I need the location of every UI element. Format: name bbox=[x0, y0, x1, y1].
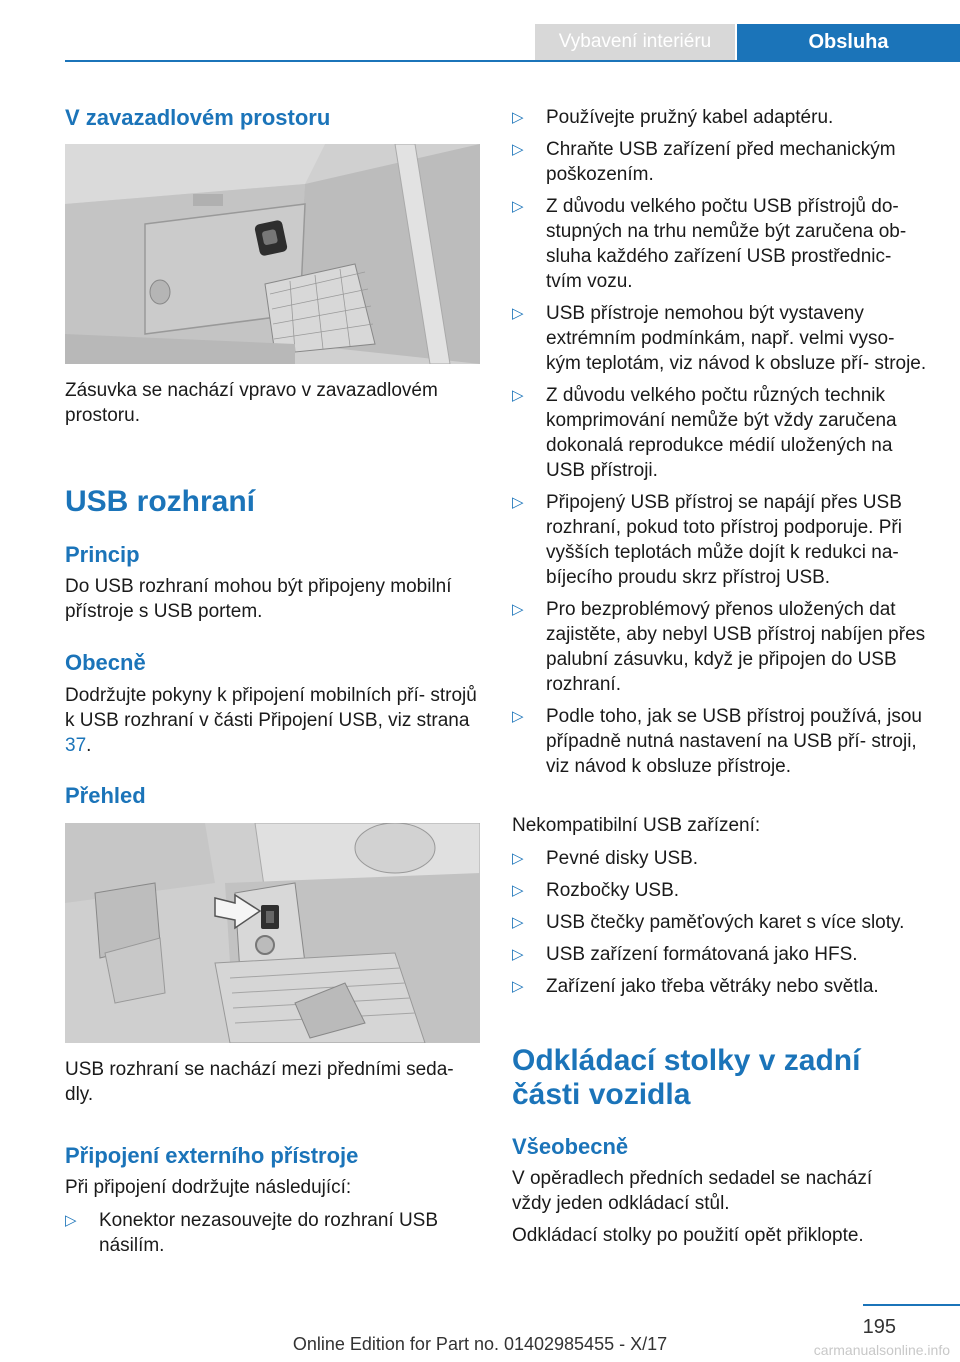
caption-usb: USB rozhraní se nachází mezi předními seda- dly. bbox=[65, 1059, 454, 1105]
caption-trunk: Zásuvka se nachází vpravo v zavazadlovém prostoru. bbox=[65, 380, 438, 426]
list-item: ▷ USB zařízení formátovaná jako HFS. bbox=[512, 944, 858, 965]
bullet-icon: ▷ bbox=[512, 109, 524, 126]
bullet-icon: ▷ bbox=[512, 494, 524, 511]
bullet-icon: ▷ bbox=[512, 198, 524, 215]
page-link-37[interactable]: 37 bbox=[65, 735, 87, 756]
list-item: ▷ Používejte pružný kabel adaptéru. bbox=[512, 107, 834, 128]
bullet-icon: ▷ bbox=[512, 708, 524, 725]
text-princip: Do USB rozhraní mohou být připojeny mobilní přístroje s USB portem. bbox=[65, 576, 452, 622]
list-item: ▷ Z důvodu velkého počtu různých technik komprimování nemůže být vždy zaručena dokonalá reprodukce médií uložených na USB přístroji. bbox=[512, 385, 897, 481]
text-vseobecne: V opěradlech předních sedadel se nachází vždy jeden odkládací stůl. bbox=[512, 1168, 873, 1214]
bullet-icon: ▷ bbox=[512, 978, 524, 995]
heading-usb: USB rozhraní bbox=[65, 485, 256, 518]
list-item: ▷ USB přístroje nemohou být vystaveny extrémním podmínkám, např. velmi vyso- kým teplotám, viz návod k obsluze pří- stroje. bbox=[512, 303, 927, 374]
list-item: ▷ Konektor nezasouvejte do rozhraní USB násilím. bbox=[65, 1210, 439, 1256]
header-section-tab[interactable]: Vybavení interiéru bbox=[535, 24, 735, 60]
list-item: ▷ Rozbočky USB. bbox=[512, 880, 680, 901]
bullet-icon: ▷ bbox=[512, 914, 524, 931]
bullet-icon: ▷ bbox=[512, 305, 524, 322]
heading-vseobecne: Všeobecně bbox=[512, 1134, 629, 1159]
text-obecne bbox=[65, 683, 477, 758]
heading-princip: Princip bbox=[65, 542, 140, 567]
text-pripojeni: Při připojení dodržujte následující: bbox=[65, 1177, 352, 1198]
trunk-socket-image bbox=[65, 144, 480, 364]
list-item: ▷ Připojený USB přístroj se napájí přes USB rozhraní, pokud toto přístroj podporuje. Při vyšších teplotách může dojít k redukci na- bíjecího proudu skrz přístroj USB. bbox=[512, 492, 902, 588]
text-odkladaci: Odkládací stolky po použití opět přiklopte. bbox=[512, 1225, 864, 1246]
list-item: ▷ Podle toho, jak se USB přístroj používá, jsou případně nutná nastavení na USB pří- stroji, viz návod k obsluze přístroje. bbox=[512, 706, 922, 777]
list-item: ▷ USB čtečky paměťových karet s více sloty. bbox=[512, 912, 905, 933]
text-obecne-body: Dodržujte pokyny k připojení mobilních pří- strojů k USB rozhraní v části Připojení USB, viz strana bbox=[65, 685, 477, 731]
footer-edition: Online Edition for Part no. 01402985455 - X/17 bbox=[292, 1334, 668, 1354]
heading-prehled: Přehled bbox=[65, 783, 146, 808]
bullet-icon: ▷ bbox=[512, 601, 524, 618]
list-item: ▷ Chraňte USB zařízení před mechanickým poškozením. bbox=[512, 139, 896, 185]
bullet-icon: ▷ bbox=[65, 1212, 77, 1229]
list-incompatible bbox=[512, 846, 932, 1006]
watermark: carmanualsonline.info bbox=[813, 1342, 950, 1358]
page-number: 195 bbox=[862, 1316, 896, 1338]
list-item: ▷ Z důvodu velkého počtu USB přístrojů do- stupných na trhu nemůže být zaručena ob- sluha každého zařízení USB prostřednic- tvím vozu. bbox=[512, 196, 907, 292]
header-rule bbox=[65, 60, 960, 62]
bullet-icon: ▷ bbox=[512, 946, 524, 963]
heading-trunk: V zavazadlovém prostoru bbox=[65, 105, 331, 130]
list-usb-notes bbox=[512, 105, 927, 786]
heading-odkladaci: Odkládací stolky v zadní části vozidla bbox=[512, 1044, 861, 1111]
list-item: ▷ Zařízení jako třeba větráky nebo světla. bbox=[512, 976, 879, 997]
bullet-icon: ▷ bbox=[512, 882, 524, 899]
heading-obecne: Obecně bbox=[65, 650, 146, 675]
heading-pripojeni: Připojení externího přístroje bbox=[65, 1143, 359, 1168]
bullet-icon: ▷ bbox=[512, 850, 524, 867]
usb-console-image bbox=[65, 823, 480, 1043]
text-nekompatibilni: Nekompatibilní USB zařízení: bbox=[512, 815, 761, 836]
text-obecne-end: . bbox=[86, 735, 92, 756]
bullet-icon: ▷ bbox=[512, 141, 524, 158]
bullet-icon: ▷ bbox=[512, 387, 524, 404]
list-pripojeni bbox=[65, 1208, 475, 1265]
list-item: ▷ Pro bezproblémový přenos uložených dat zajistěte, aby nebyl USB přístroj nabíjen přes palubní zásuvku, když je připojen do USB rozhraní. bbox=[512, 599, 926, 695]
footer-rule bbox=[863, 1304, 960, 1306]
list-item: ▷ Pevné disky USB. bbox=[512, 848, 699, 869]
header-current-tab[interactable]: Obsluha bbox=[737, 24, 960, 62]
